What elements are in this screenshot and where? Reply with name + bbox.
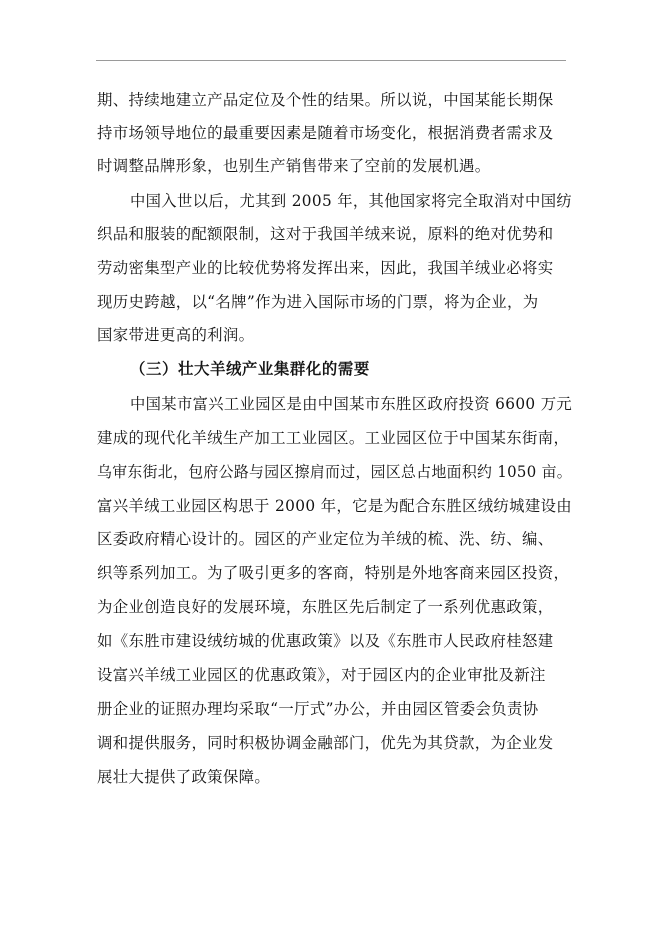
text-line-13: 富兴羊绒工业园区构思于 2000 年，它是为配合东胜区绒纺城建设由 <box>97 497 573 515</box>
text-line-7: 现历史跨越，以“名牌”作为进入国际市场的门票，将为企业，为 <box>97 293 539 311</box>
text-line-4: 中国入世以后，尤其到 2005 年，其他国家将完全取消对中国纺 <box>130 192 572 210</box>
text-line-17: 如《东胜市建设绒纺城的优惠政策》以及《东胜市人民政府桂怒建 <box>97 632 554 650</box>
section-heading: （三）壮大羊绒产业集群化的需要 <box>130 360 370 378</box>
text-line-19: 册企业的证照办理均采取“一厅式”办公，并由园区管委会负责协 <box>97 700 539 718</box>
text-line-12: 乌审东街北，包府公路与园区擦肩而过，园区总占地面积约 1050 亩。 <box>97 463 572 481</box>
header-rule <box>96 60 566 61</box>
text-line-5: 织品和服装的配额限制，这对于我国羊绒来说，原料的绝对优势和 <box>97 225 554 243</box>
text-line-1: 期、持续地建立产品定位及个性的结果。所以说，中国某能长期保 <box>97 91 554 109</box>
text-line-15: 织等系列加工。为了吸引更多的客商，特别是外地客商来园区投资， <box>97 564 570 582</box>
text-line-14: 区委政府精心设计的。园区的产业定位为羊绒的梳、洗、纺、编、 <box>97 530 554 548</box>
text-line-2: 持市场领导地位的最重要因素是随着市场变化，根据消费者需求及 <box>97 124 554 142</box>
text-line-11: 建成的现代化羊绒生产加工工业园区。工业园区位于中国某东街南， <box>97 429 570 447</box>
text-line-16: 为企业创造良好的发展环境，东胜区先后制定了一系列优惠政策， <box>97 598 554 616</box>
text-line-10: 中国某市富兴工业园区是由中国某市东胜区政府投资 6600 万元 <box>130 395 572 413</box>
text-line-20: 调和提供服务，同时积极协调金融部门，优先为其贷款，为企业发 <box>97 734 554 752</box>
text-line-21: 展壮大提供了政策保障。 <box>97 768 271 786</box>
text-line-18: 设富兴羊绒工业园区的优惠政策》，对于园区内的企业审批及新注 <box>97 666 546 684</box>
text-line-6: 劳动密集型产业的比较优势将发挥出来，因此，我国羊绒业必将实 <box>97 259 554 277</box>
text-line-3: 时调整品牌形象，也别生产销售带来了空前的发展机遇。 <box>97 157 491 175</box>
text-line-8: 国家带进更高的利润。 <box>97 326 255 344</box>
